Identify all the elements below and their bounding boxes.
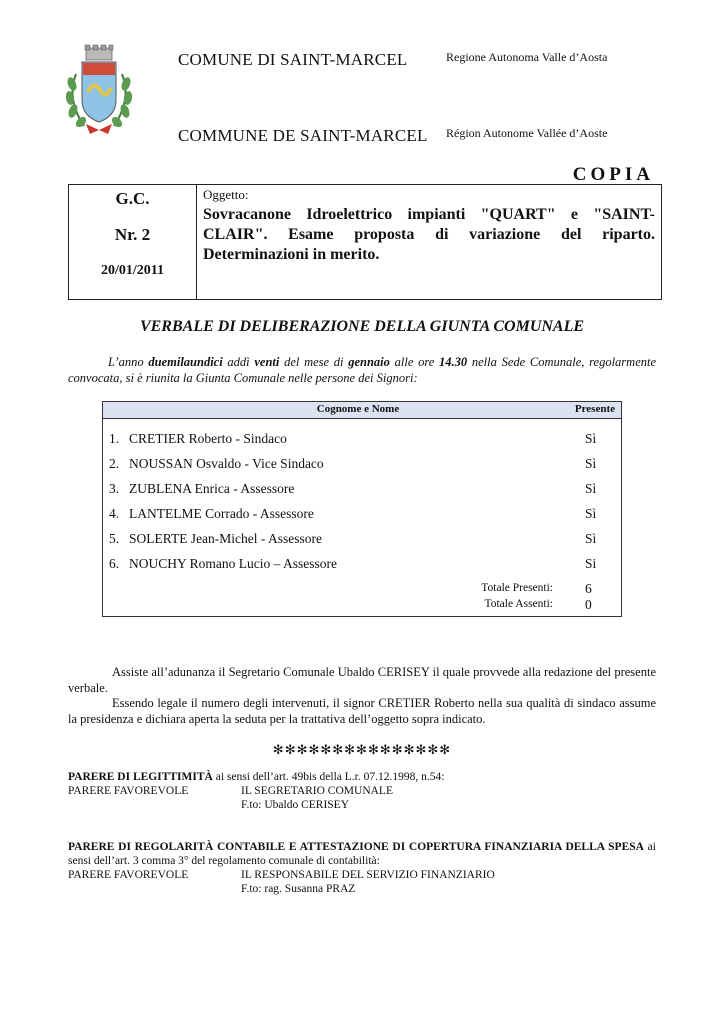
document-title: VERBALE DI DELIBERAZIONE DELLA GIUNTA COMUNALE bbox=[139, 318, 585, 335]
intro-paragraph: L’anno duemilaundici addì venti del mese di gennaio alle ore 14.30 nella Sede Comunale, regolarmente convocata, si è riunita la Giunta Comunale nelle persone dei Signori: bbox=[68, 355, 657, 385]
accounting-signatory: IL RESPONSABILE DEL SERVIZIO FINANZIARIO bbox=[241, 869, 495, 881]
attendance-table bbox=[102, 401, 622, 617]
region-name-french: Région Autonome Vallée d’Aoste bbox=[446, 126, 608, 140]
accounting-ref: ai sensi dell’art. 3 comma 3° del regolamento comunale di contabilità: bbox=[68, 841, 656, 867]
presidency-paragraph: Essendo legale il numero degli intervenuti, il signor CRETIER Roberto nella sua qualità di sindaco assume la presidenza e dichiara aperta la seduta per la trattativa dell’oggetto sopra indicato. bbox=[68, 696, 656, 726]
deliberation-number: Nr. 2 bbox=[114, 225, 151, 244]
table-row: 6. NOUCHY Romano Lucio – Assessore Si bbox=[109, 556, 597, 571]
comune-name-french: COMMUNE DE SAINT-MARCEL bbox=[178, 126, 428, 145]
legitimacy-signatory: IL SEGRETARIO COMUNALE bbox=[241, 785, 393, 797]
legitimacy-title: PARERE DI LEGITTIMITÀ bbox=[68, 771, 213, 783]
accounting-signature: F.to: rag. Susanna PRAZ bbox=[241, 883, 356, 895]
deliberation-header-box bbox=[68, 184, 662, 300]
column-header-present: Presente bbox=[574, 403, 615, 415]
section-divider: ✻✻✻✻✻✻✻✻✻✻✻✻✻✻✻ bbox=[272, 742, 452, 757]
copy-stamp: COPIA bbox=[572, 164, 654, 185]
attendance-table-header bbox=[103, 402, 621, 419]
table-row: 2. NOUSSAN Osvaldo - Vice Sindaco Sì bbox=[109, 456, 597, 471]
municipal-crest-icon bbox=[64, 44, 134, 136]
accounting-outcome: PARERE FAVOREVOLE bbox=[68, 869, 189, 881]
legitimacy-ref: ai sensi dell’art. 49bis della L.r. 07.12.1998, n.54: bbox=[212, 771, 445, 783]
secretary-paragraph: Assiste all’adunanza il Segretario Comunale Ubaldo CERISEY il quale provvede alla redazione del presente verbale. bbox=[68, 665, 656, 695]
column-header-name: Cognome e Nome bbox=[316, 403, 400, 415]
table-row: 1. CRETIER Roberto - Sindaco Sì bbox=[109, 431, 597, 446]
deliberation-date: 20/01/2011 bbox=[100, 263, 164, 278]
subject-label: Oggetto: bbox=[203, 187, 249, 202]
legitimacy-signature: F.to: Ubaldo CERISEY bbox=[241, 799, 350, 811]
comune-name-italian: COMUNE DI SAINT-MARCEL bbox=[178, 50, 408, 69]
table-row: 4. LANTELME Corrado - Assessore Sì bbox=[109, 506, 597, 521]
table-row: 3. ZUBLENA Enrica - Assessore Sì bbox=[109, 481, 597, 496]
gc-label: G.C. bbox=[115, 189, 150, 208]
table-row: 5. SOLERTE Jean-Michel - Assessore Sì bbox=[109, 531, 597, 546]
accounting-title: PARERE DI REGOLARITÀ CONTABILE E ATTESTAZIONE DI COPERTURA FINANZIARIA DELLA SPESA bbox=[68, 841, 644, 853]
total-present: Totale Presenti: 6 bbox=[481, 581, 592, 596]
legitimacy-outcome: PARERE FAVOREVOLE bbox=[68, 785, 189, 797]
total-absent: Totale Assenti: 0 bbox=[484, 597, 592, 612]
subject-text: Sovracanone Idroelettrico impianti "QUART" e "SAINT-CLAIR". Esame proposta di variazione del riparto. Determinazioni in merito. bbox=[203, 206, 655, 263]
legitimacy-opinion bbox=[68, 770, 656, 812]
accounting-opinion bbox=[68, 840, 656, 896]
deliberation-id-cell bbox=[69, 185, 197, 299]
region-name-italian: Regione Autonoma Valle d’Aosta bbox=[446, 50, 608, 64]
